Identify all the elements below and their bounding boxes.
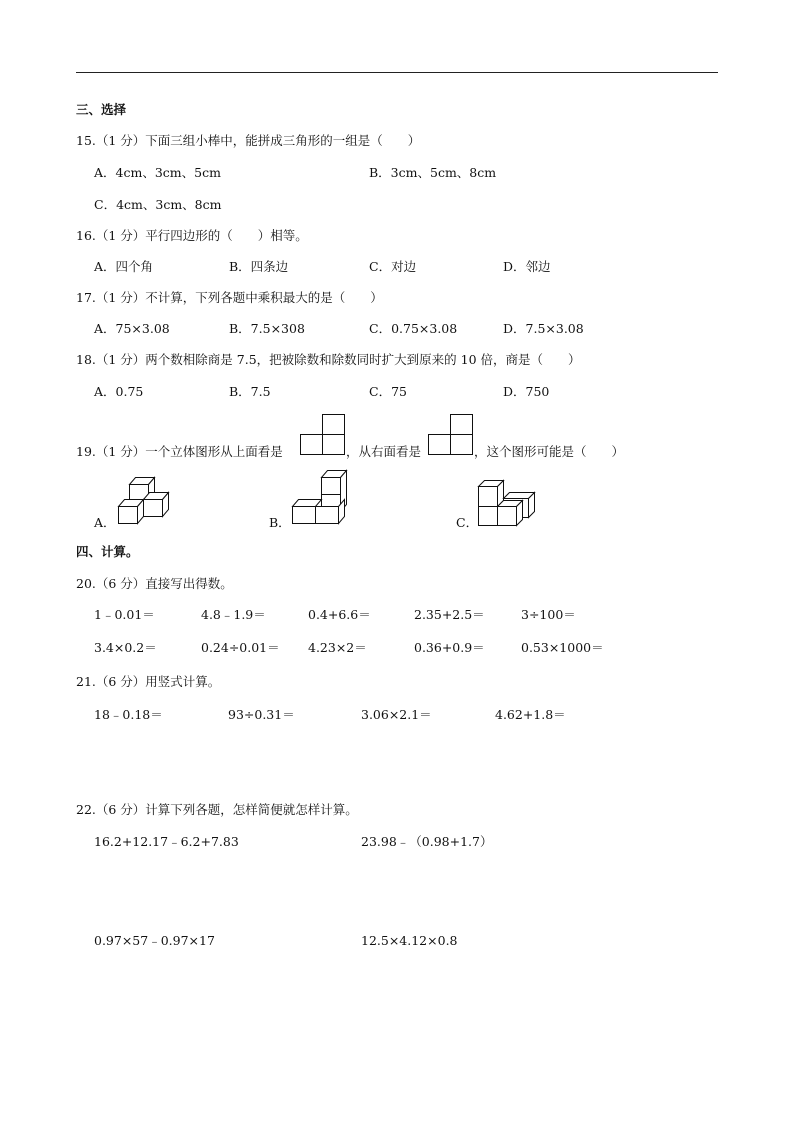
q19-option-a[interactable]: A． (94, 515, 116, 530)
q20-item: 0.4+6.6＝ (308, 607, 371, 622)
q21-item: 93÷0.31＝ (228, 707, 295, 722)
right-view-figure (428, 414, 474, 456)
q16-option-d[interactable]: D．邻边 (503, 259, 551, 274)
q17-option-c[interactable]: C．0.75×3.08 (369, 321, 458, 336)
q17-option-d[interactable]: D．7.5×3.08 (503, 321, 584, 336)
q20-item: 4.23×2＝ (308, 640, 367, 655)
q22-item: 23.98﹣（0.98+1.7） (361, 834, 493, 849)
q20-item: 2.35+2.5＝ (414, 607, 485, 622)
question-15-stem: 15.（1 分）下面三组小棒中，能拼成三角形的一组是（ ） (76, 133, 421, 148)
q21-item: 18﹣0.18＝ (94, 707, 163, 722)
section-title-choice: 三、选择 (76, 102, 127, 117)
q20-item: 4.8﹣1.9＝ (201, 607, 266, 622)
question-22-stem: 22.（6 分）计算下列各题，怎样简便就怎样计算。 (76, 802, 358, 817)
q19-option-c-cube-figure[interactable] (476, 478, 538, 528)
q18-option-c[interactable]: C．75 (369, 384, 407, 399)
q16-option-b[interactable]: B．四条边 (229, 259, 289, 274)
q16-option-c[interactable]: C．对边 (369, 259, 417, 274)
q19-option-c[interactable]: C． (456, 515, 479, 530)
q20-item: 0.24÷0.01＝ (201, 640, 280, 655)
header-rule (76, 72, 718, 73)
q18-option-b[interactable]: B．7.5 (229, 384, 271, 399)
q18-option-d[interactable]: D．750 (503, 384, 550, 399)
q16-option-a[interactable]: A．四个角 (94, 259, 154, 274)
q19-option-a-cube-figure[interactable] (116, 472, 172, 526)
q15-option-a[interactable]: A．4cm、3cm、5cm (94, 165, 221, 180)
question-17-stem: 17.（1 分）不计算，下列各题中乘积最大的是（ ） (76, 290, 383, 305)
q22-item: 0.97×57﹣0.97×17 (94, 933, 215, 948)
q15-option-b[interactable]: B．3cm、5cm、8cm (369, 165, 497, 180)
q17-option-b[interactable]: B．7.5×308 (229, 321, 305, 336)
question-19-stem-part2: ，从右面看是 (346, 444, 422, 459)
section-title-calc: 四、计算。 (76, 544, 139, 559)
q20-item: 0.53×1000＝ (521, 640, 604, 655)
question-18-stem: 18.（1 分）两个数相除商是 7.5，把被除数和除数同时扩大到原来的 10 倍，商是（ ） (76, 352, 581, 367)
q17-option-a[interactable]: A．75×3.08 (94, 321, 170, 336)
q15-option-c[interactable]: C．4cm、3cm、8cm (94, 197, 222, 212)
q19-option-b-cube-figure[interactable] (290, 468, 352, 526)
top-view-figure (300, 414, 346, 456)
q20-item: 3÷100＝ (521, 607, 576, 622)
q21-item: 3.06×2.1＝ (361, 707, 432, 722)
q22-item: 12.5×4.12×0.8 (361, 933, 458, 948)
q20-item: 3.4×0.2＝ (94, 640, 157, 655)
q20-item: 1﹣0.01＝ (94, 607, 155, 622)
q21-item: 4.62+1.8＝ (495, 707, 566, 722)
question-20-stem: 20.（6 分）直接写出得数。 (76, 576, 233, 591)
question-21-stem: 21.（6 分）用竖式计算。 (76, 674, 221, 689)
q22-item: 16.2+12.17﹣6.2+7.83 (94, 834, 239, 849)
q18-option-a[interactable]: A．0.75 (94, 384, 144, 399)
q20-item: 0.36+0.9＝ (414, 640, 485, 655)
question-19-stem-part3: ，这个图形可能是（ ） (474, 444, 625, 459)
question-16-stem: 16.（1 分）平行四边形的（ ）相等。 (76, 228, 308, 243)
question-19-stem-part1: 19.（1 分）一个立体图形从上面看是 (76, 444, 283, 459)
q19-option-b[interactable]: B． (269, 515, 291, 530)
